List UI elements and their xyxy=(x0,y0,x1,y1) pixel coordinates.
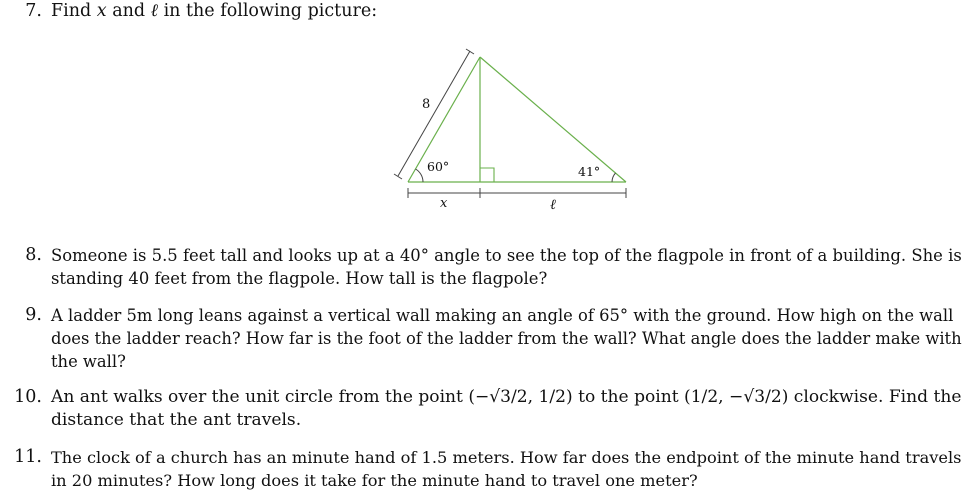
problem-text xyxy=(51,244,962,290)
angle-label-right: 41° xyxy=(578,164,601,179)
angle-arc-left xyxy=(416,169,424,182)
problem-text xyxy=(51,304,962,373)
right-side xyxy=(480,57,626,182)
problem-number: 9. xyxy=(25,305,42,325)
text-line: Someone is 5.5 feet tall and looks up at a 40° angle to see the top of the flagpole in front of a building. She is xyxy=(51,246,962,265)
problem-number: 8. xyxy=(25,245,42,265)
text-line: An ant walks over the unit circle from the point (−√3/2, 1/2) to the point (1/2, −√3/2) clockwise. Find the xyxy=(51,387,962,407)
hypotenuse-label: 8 xyxy=(422,97,431,112)
text-line: distance that the ant travels. xyxy=(51,410,302,430)
dim-tick xyxy=(394,174,402,179)
hypotenuse-dimension-line xyxy=(398,51,470,176)
text-line: the wall? xyxy=(51,352,126,371)
text-line: standing 40 feet from the flagpole. How tall is the flagpole? xyxy=(51,269,548,288)
label-l: ℓ xyxy=(550,197,556,213)
problem-text xyxy=(51,446,961,492)
text-line: The clock of a church has an minute hand of 1.5 meters. How far does the endpoint of the minute hand travels xyxy=(51,448,962,467)
triangle-diagram xyxy=(390,48,640,218)
right-angle-marker xyxy=(480,168,494,182)
angle-label-left: 60° xyxy=(427,159,450,174)
angle-arc-right xyxy=(612,173,616,182)
problem-text xyxy=(51,386,961,432)
problem-number: 7. xyxy=(25,1,42,21)
problem-number: 10. xyxy=(14,387,42,407)
text-line: A ladder 5m long leans against a vertical wall making an angle of 65° with the ground. How high on the wall xyxy=(51,306,954,325)
dim-tick xyxy=(466,49,474,54)
problem-number: 11. xyxy=(14,447,42,467)
triangle-figure xyxy=(390,48,640,218)
label-x: x xyxy=(440,196,448,211)
text-line: in 20 minutes? How long does it take for the minute hand to travel one meter? xyxy=(51,471,698,490)
text-line: does the ladder reach? How far is the foot of the ladder from the wall? What angle does the ladder make with xyxy=(51,329,962,348)
problem-text: Find x and ℓ in the following picture: xyxy=(51,1,378,21)
